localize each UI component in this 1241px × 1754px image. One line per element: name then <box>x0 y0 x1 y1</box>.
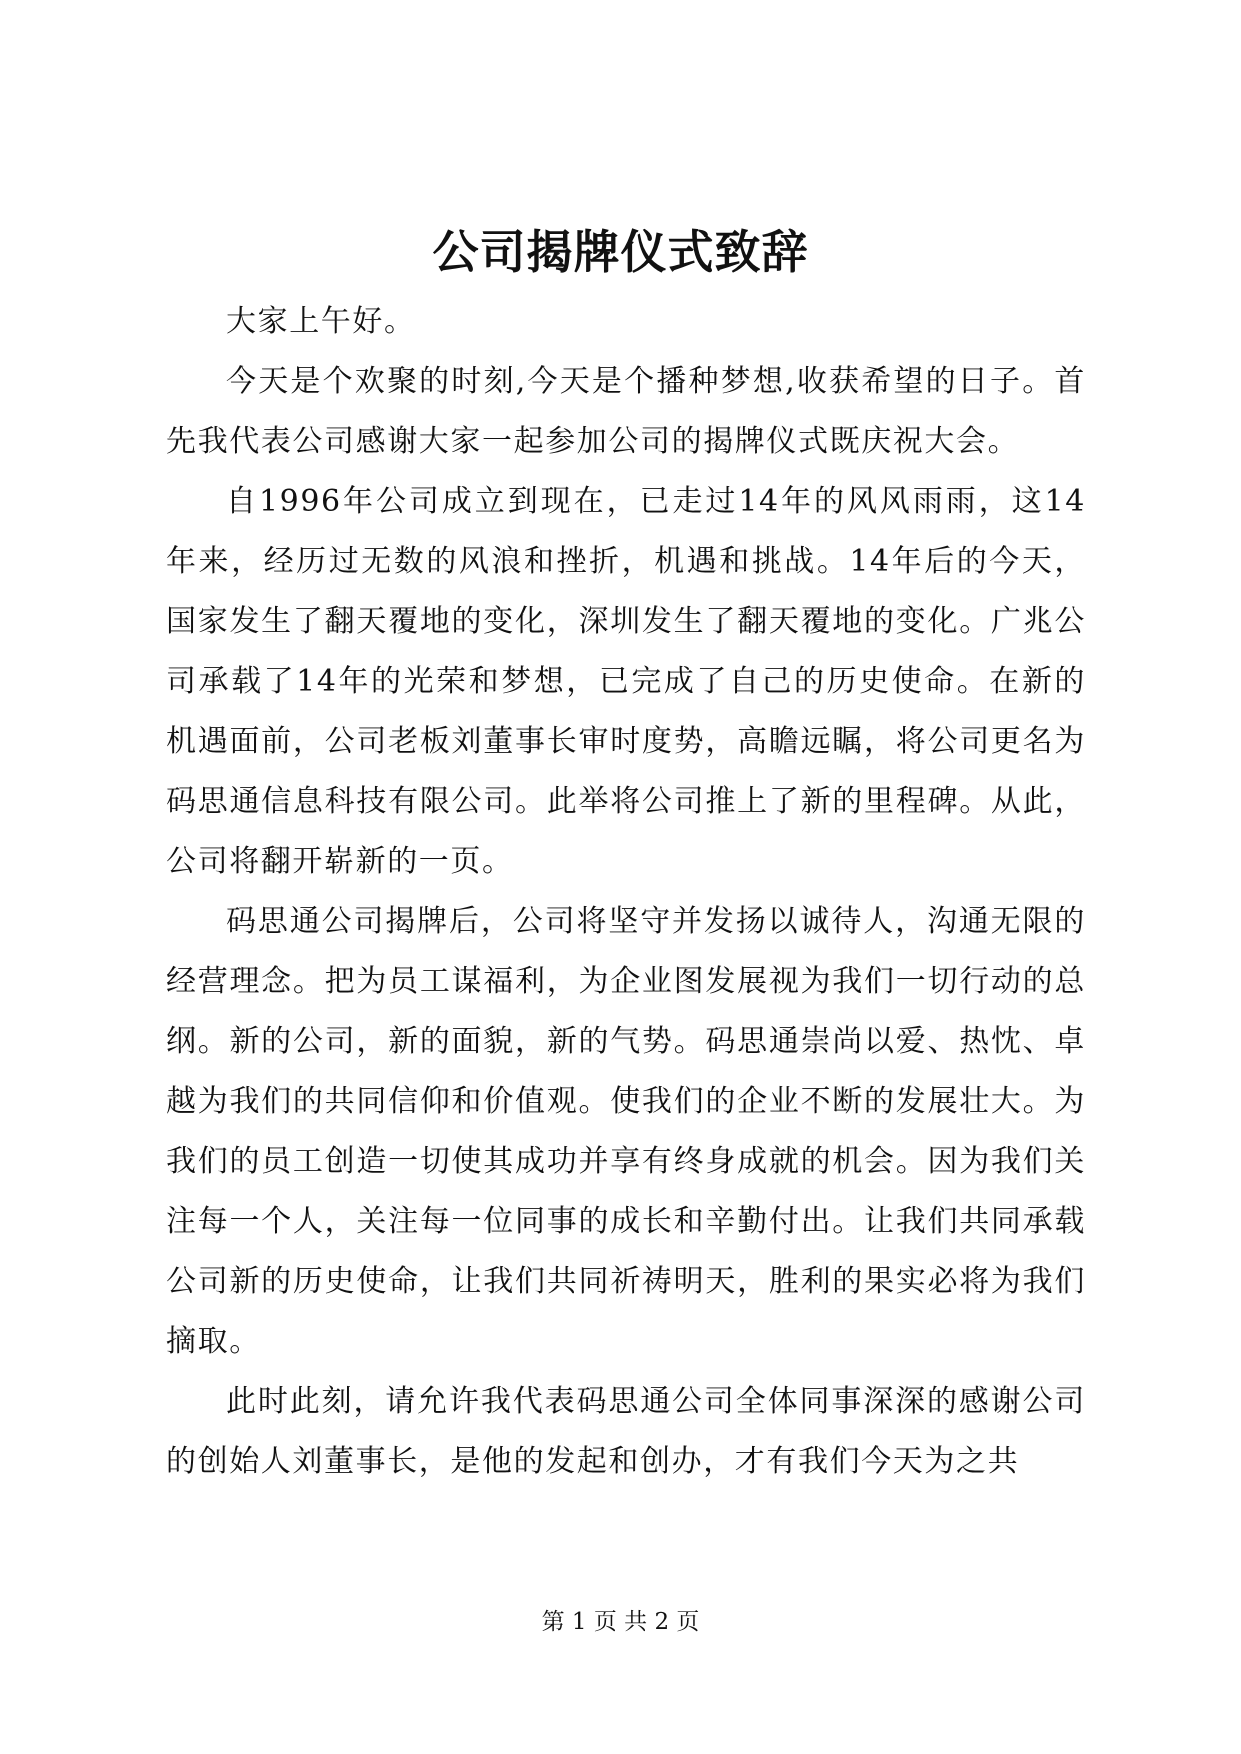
document-body <box>166 292 1086 1492</box>
page-number-footer: 第 1 页 共 2 页 <box>541 1609 700 1635</box>
document-title: 公司揭牌仪式致辞 <box>432 225 809 279</box>
paragraph-philosophy: 码思通公司揭牌后，公司将坚守并发扬以诚待人，沟通无限的经营理念。把为员工谋福利，为企业图发展视为我们一切行动的总纲。新的公司，新的面貌，新的气势。码思通崇尚以爱、热忱、卓越为我们的共同信仰和价值观。使我们的企业不断的发展壮大。为我们的员工创造一切使其成功并享有终身成就的机会。因为我们关注每一个人，关注每一位同事的成长和辛勤付出。让我们共同承载公司新的历史使命，让我们共同祈祷明天，胜利的果实必将为我们摘取。 <box>166 904 1086 1359</box>
paragraph-opening: 今天是个欢聚的时刻,今天是个播种梦想,收获希望的日子。首先我代表公司感谢大家一起参加公司的揭牌仪式既庆祝大会。 <box>166 364 1086 459</box>
paragraph-greeting: 大家上午好。 <box>226 304 416 339</box>
paragraph-history: 自1996年公司成立到现在，已走过14年的风风雨雨，这14年来，经历过无数的风浪和挫折，机遇和挑战。14年后的今天，国家发生了翻天覆地的变化，深圳发生了翻天覆地的变化。广兆公司承载了14年的光荣和梦想，已完成了自己的历史使命。在新的机遇面前，公司老板刘董事长审时度势，高瞻远瞩，将公司更名为码思通信息科技有限公司。此举将公司推上了新的里程碑。从此，公司将翻开崭新的一页。 <box>166 484 1086 879</box>
paragraph-thanks: 此时此刻，请允许我代表码思通公司全体同事深深的感谢公司的创始人刘董事长，是他的发起和创办，才有我们今天为之共 <box>166 1384 1086 1479</box>
